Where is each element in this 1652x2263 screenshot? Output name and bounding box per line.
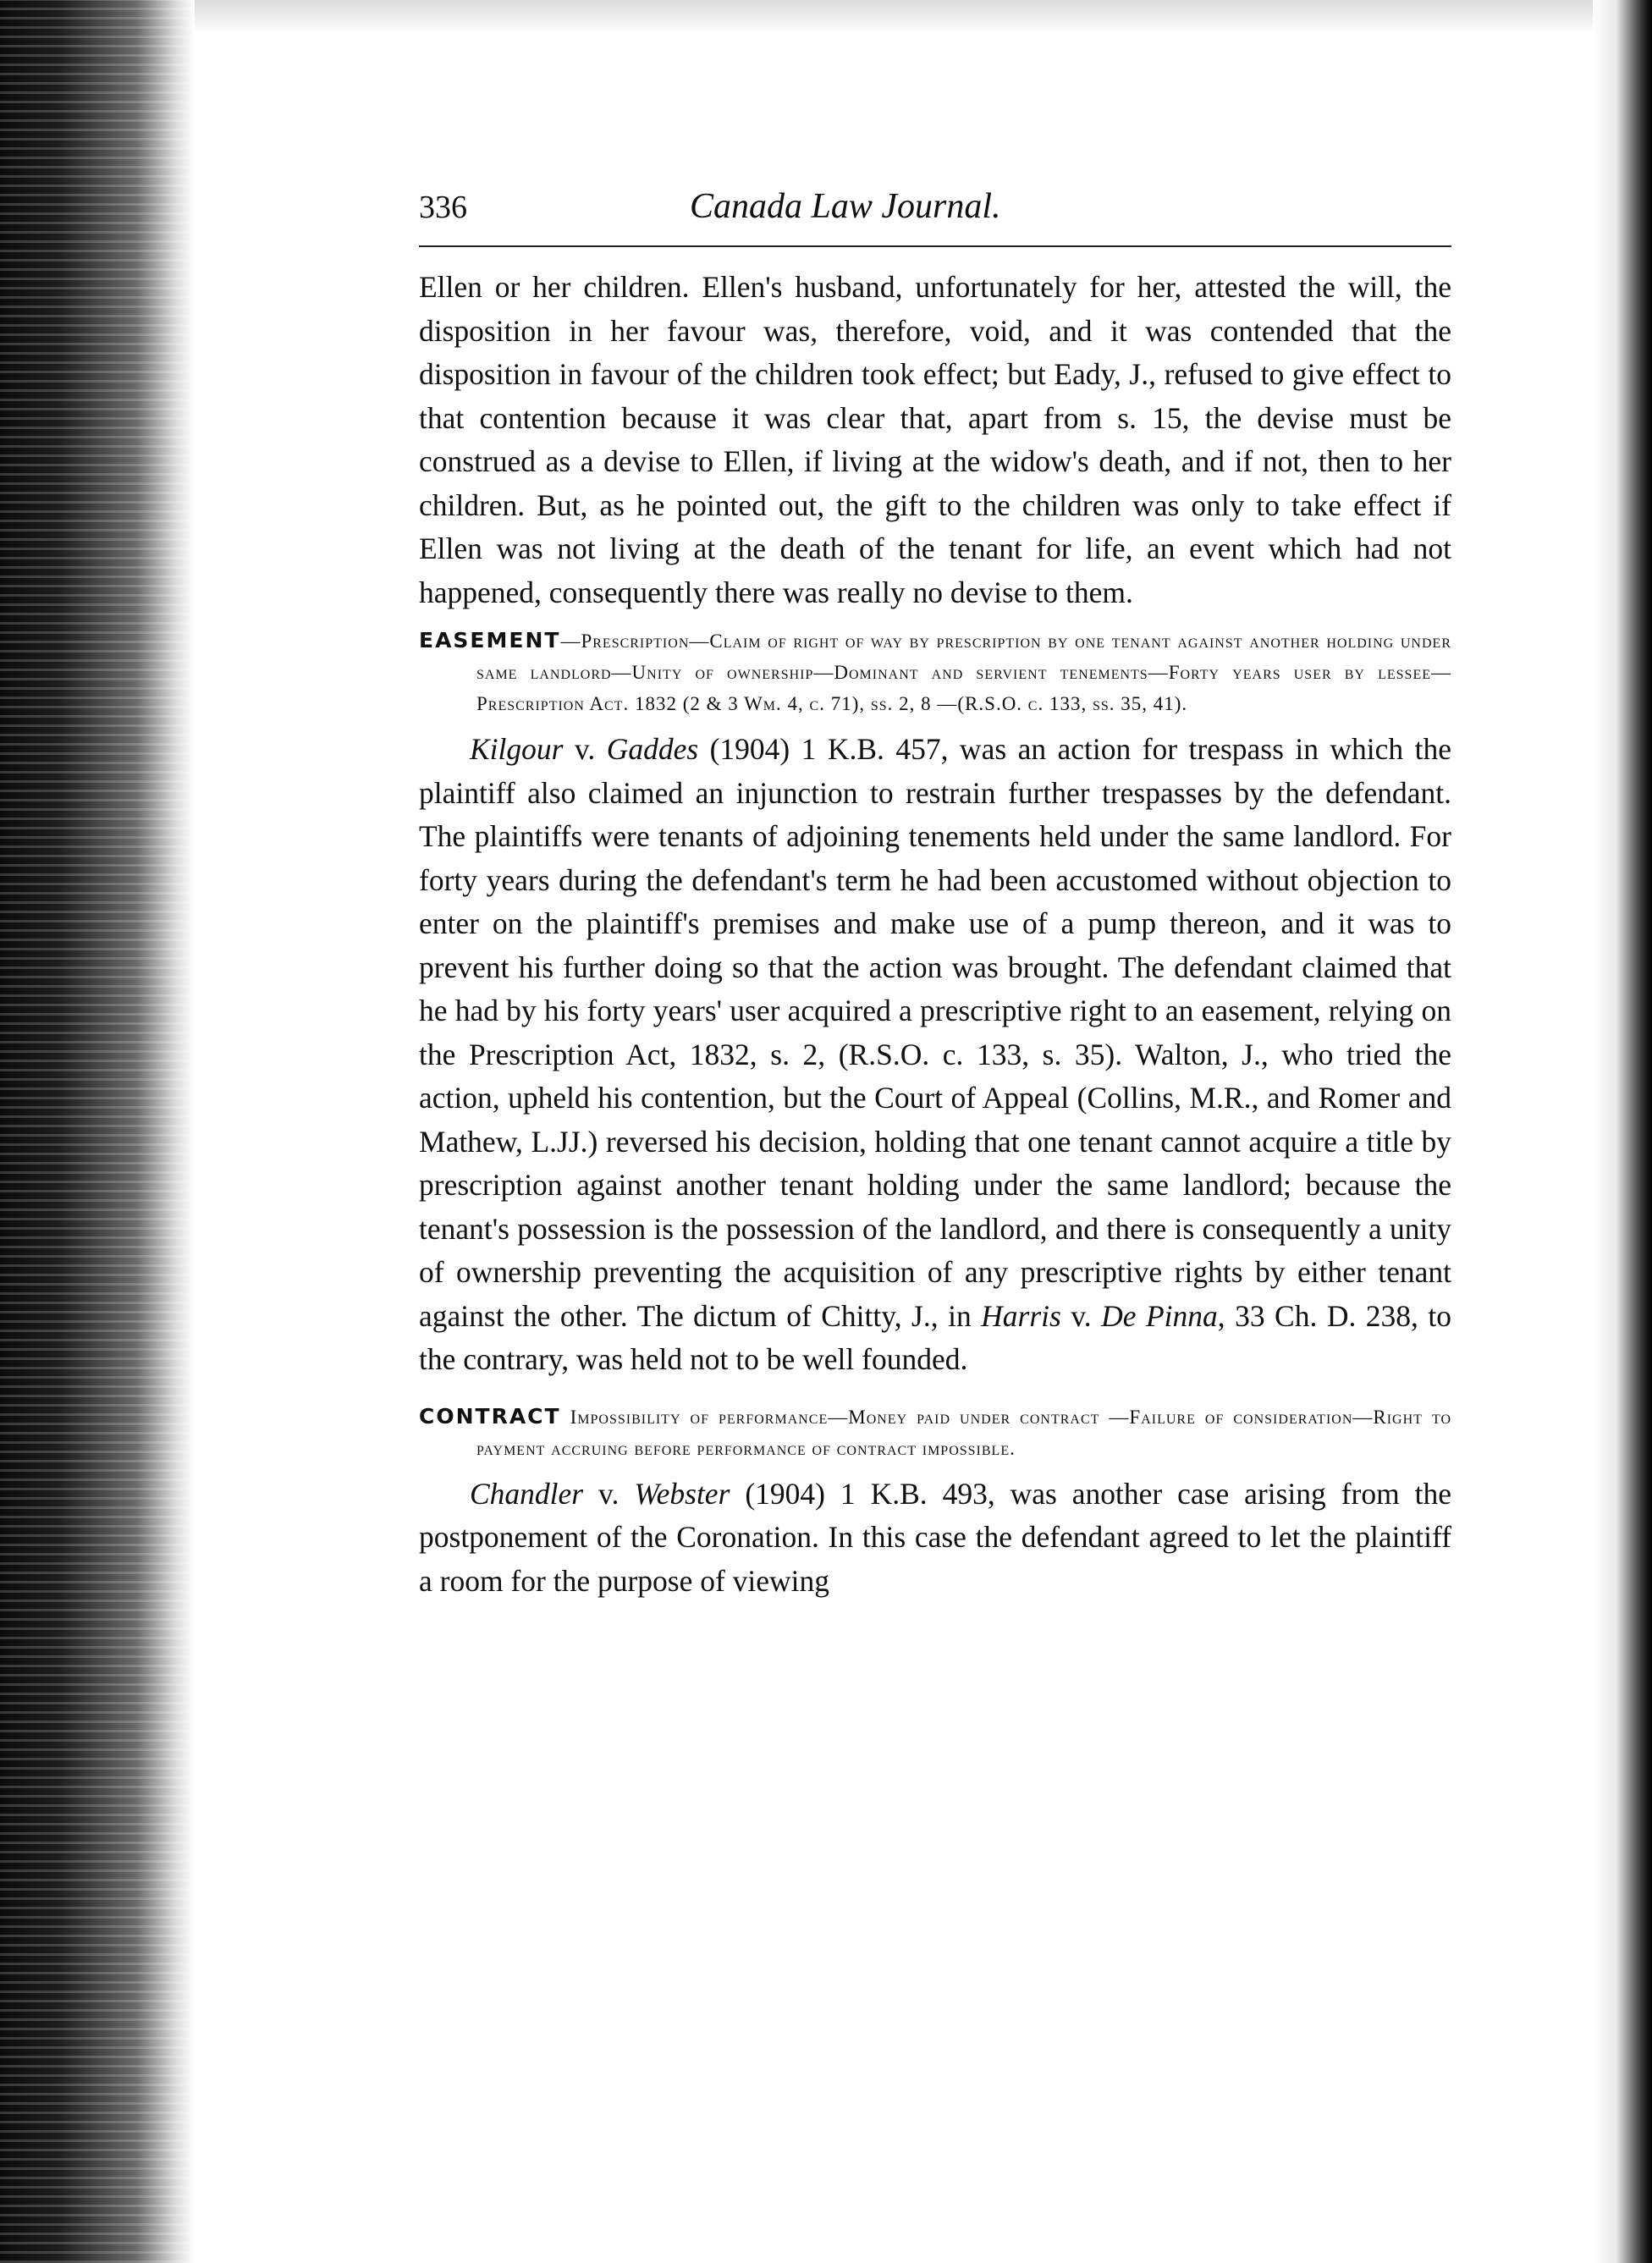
- scan-right-edge: [1593, 0, 1652, 2263]
- paragraph-text: (1904) 1 K.B. 493, was another case arising from the postponement of the Coronation. In this case the defendant agreed to let the plaintiff a room for the purpose of viewing: [419, 1476, 1451, 1598]
- scan-top-shadow: [195, 0, 1593, 34]
- paragraph-text: , 33 Ch. D. 238, to the contrary, was held not to be well founded.: [419, 1298, 1451, 1376]
- running-header: [419, 186, 1451, 247]
- headnote-text: Impossibility of performance—Money paid under contract —Failure of consideration—Right to payment accruing before performance of contract impossible.: [476, 1406, 1451, 1459]
- headnote-keyword: EASEMENT: [419, 628, 561, 652]
- case-name: Chandler: [470, 1476, 584, 1511]
- case-name: Gaddes: [606, 732, 699, 766]
- paragraph-kilgour: [419, 728, 1451, 1382]
- case-name: Kilgour: [470, 732, 564, 766]
- paragraph-continuation: Ellen or her children. Ellen's husband, unfortunately for her, attested the will, the disposition in her favour was, therefore, void, and it was contended that the disposition in favour of the children took effect; but Eady, J., refused to give effect to that contention because it was clear that, apart from s. 15, the devise must be construed as a devise to Ellen, if living at the widow's death, and if not, then to her children. But, as he pointed out, the gift to the children was only to take effect if Ellen was not living at the death of the tenant for life, an event which had not happened, consequently there was really no devise to them.: [419, 270, 1451, 609]
- headnote-keyword: CONTRACT: [419, 1403, 561, 1429]
- page-content: [419, 186, 1451, 1603]
- headnote-text: —Prescription—Claim of right of way by prescription by one tenant against another holding under same landlord—Unity of ownership—Dominant and servient tenements—Forty years user by lessee—Prescription Act. 1832 (2 & 3 Wm. 4, c. 71), ss. 2, 8 —(R.S.O. c. 133, ss. 35, 41).: [476, 630, 1451, 714]
- scan-left-edge: [0, 0, 195, 2263]
- versus: v.: [1060, 1298, 1102, 1333]
- headnote-easement: [419, 625, 1451, 719]
- case-name: Harris: [981, 1298, 1061, 1333]
- versus: v.: [563, 732, 607, 766]
- paragraph-text: (1904) 1 K.B. 457, was an action for trespass in which the plaintiff also claimed an injunction to restrain further trespasses by the defendant. The plaintiffs were tenants of adjoining tenements held under the same landlord. For forty years during the defendant's term he had been accustomed without objection to enter on the plaintiff's premises and make use of a pump thereon, and it was to prevent his further doing so that the action was brought. The defendant claimed that he had by his forty years' user acquired a prescriptive right to an easement, relying on the Prescription Act, 1832, s. 2, (R.S.O. c. 133, s. 35). Walton, J., who tried the action, upheld his contention, but the Court of Appeal (Collins, M.R., and Romer and Mathew, L.JJ.) reversed his decision, holding that one tenant cannot acquire a title by prescription against another tenant holding under the same landlord; because the tenant's possession is the possession of the landlord, and there is consequently a unity of ownership preventing the acquisition of any prescriptive rights by either tenant against the other. The dictum of Chitty, J., in: [419, 732, 1451, 1333]
- headnote-contract: [419, 1401, 1451, 1464]
- journal-title: Canada Law Journal.: [690, 187, 1001, 226]
- case-name: Webster: [634, 1476, 730, 1511]
- versus: v.: [583, 1476, 635, 1511]
- paragraph-chandler: [419, 1473, 1451, 1604]
- page-number: 336: [419, 190, 467, 225]
- case-name: De Pinna: [1101, 1298, 1218, 1333]
